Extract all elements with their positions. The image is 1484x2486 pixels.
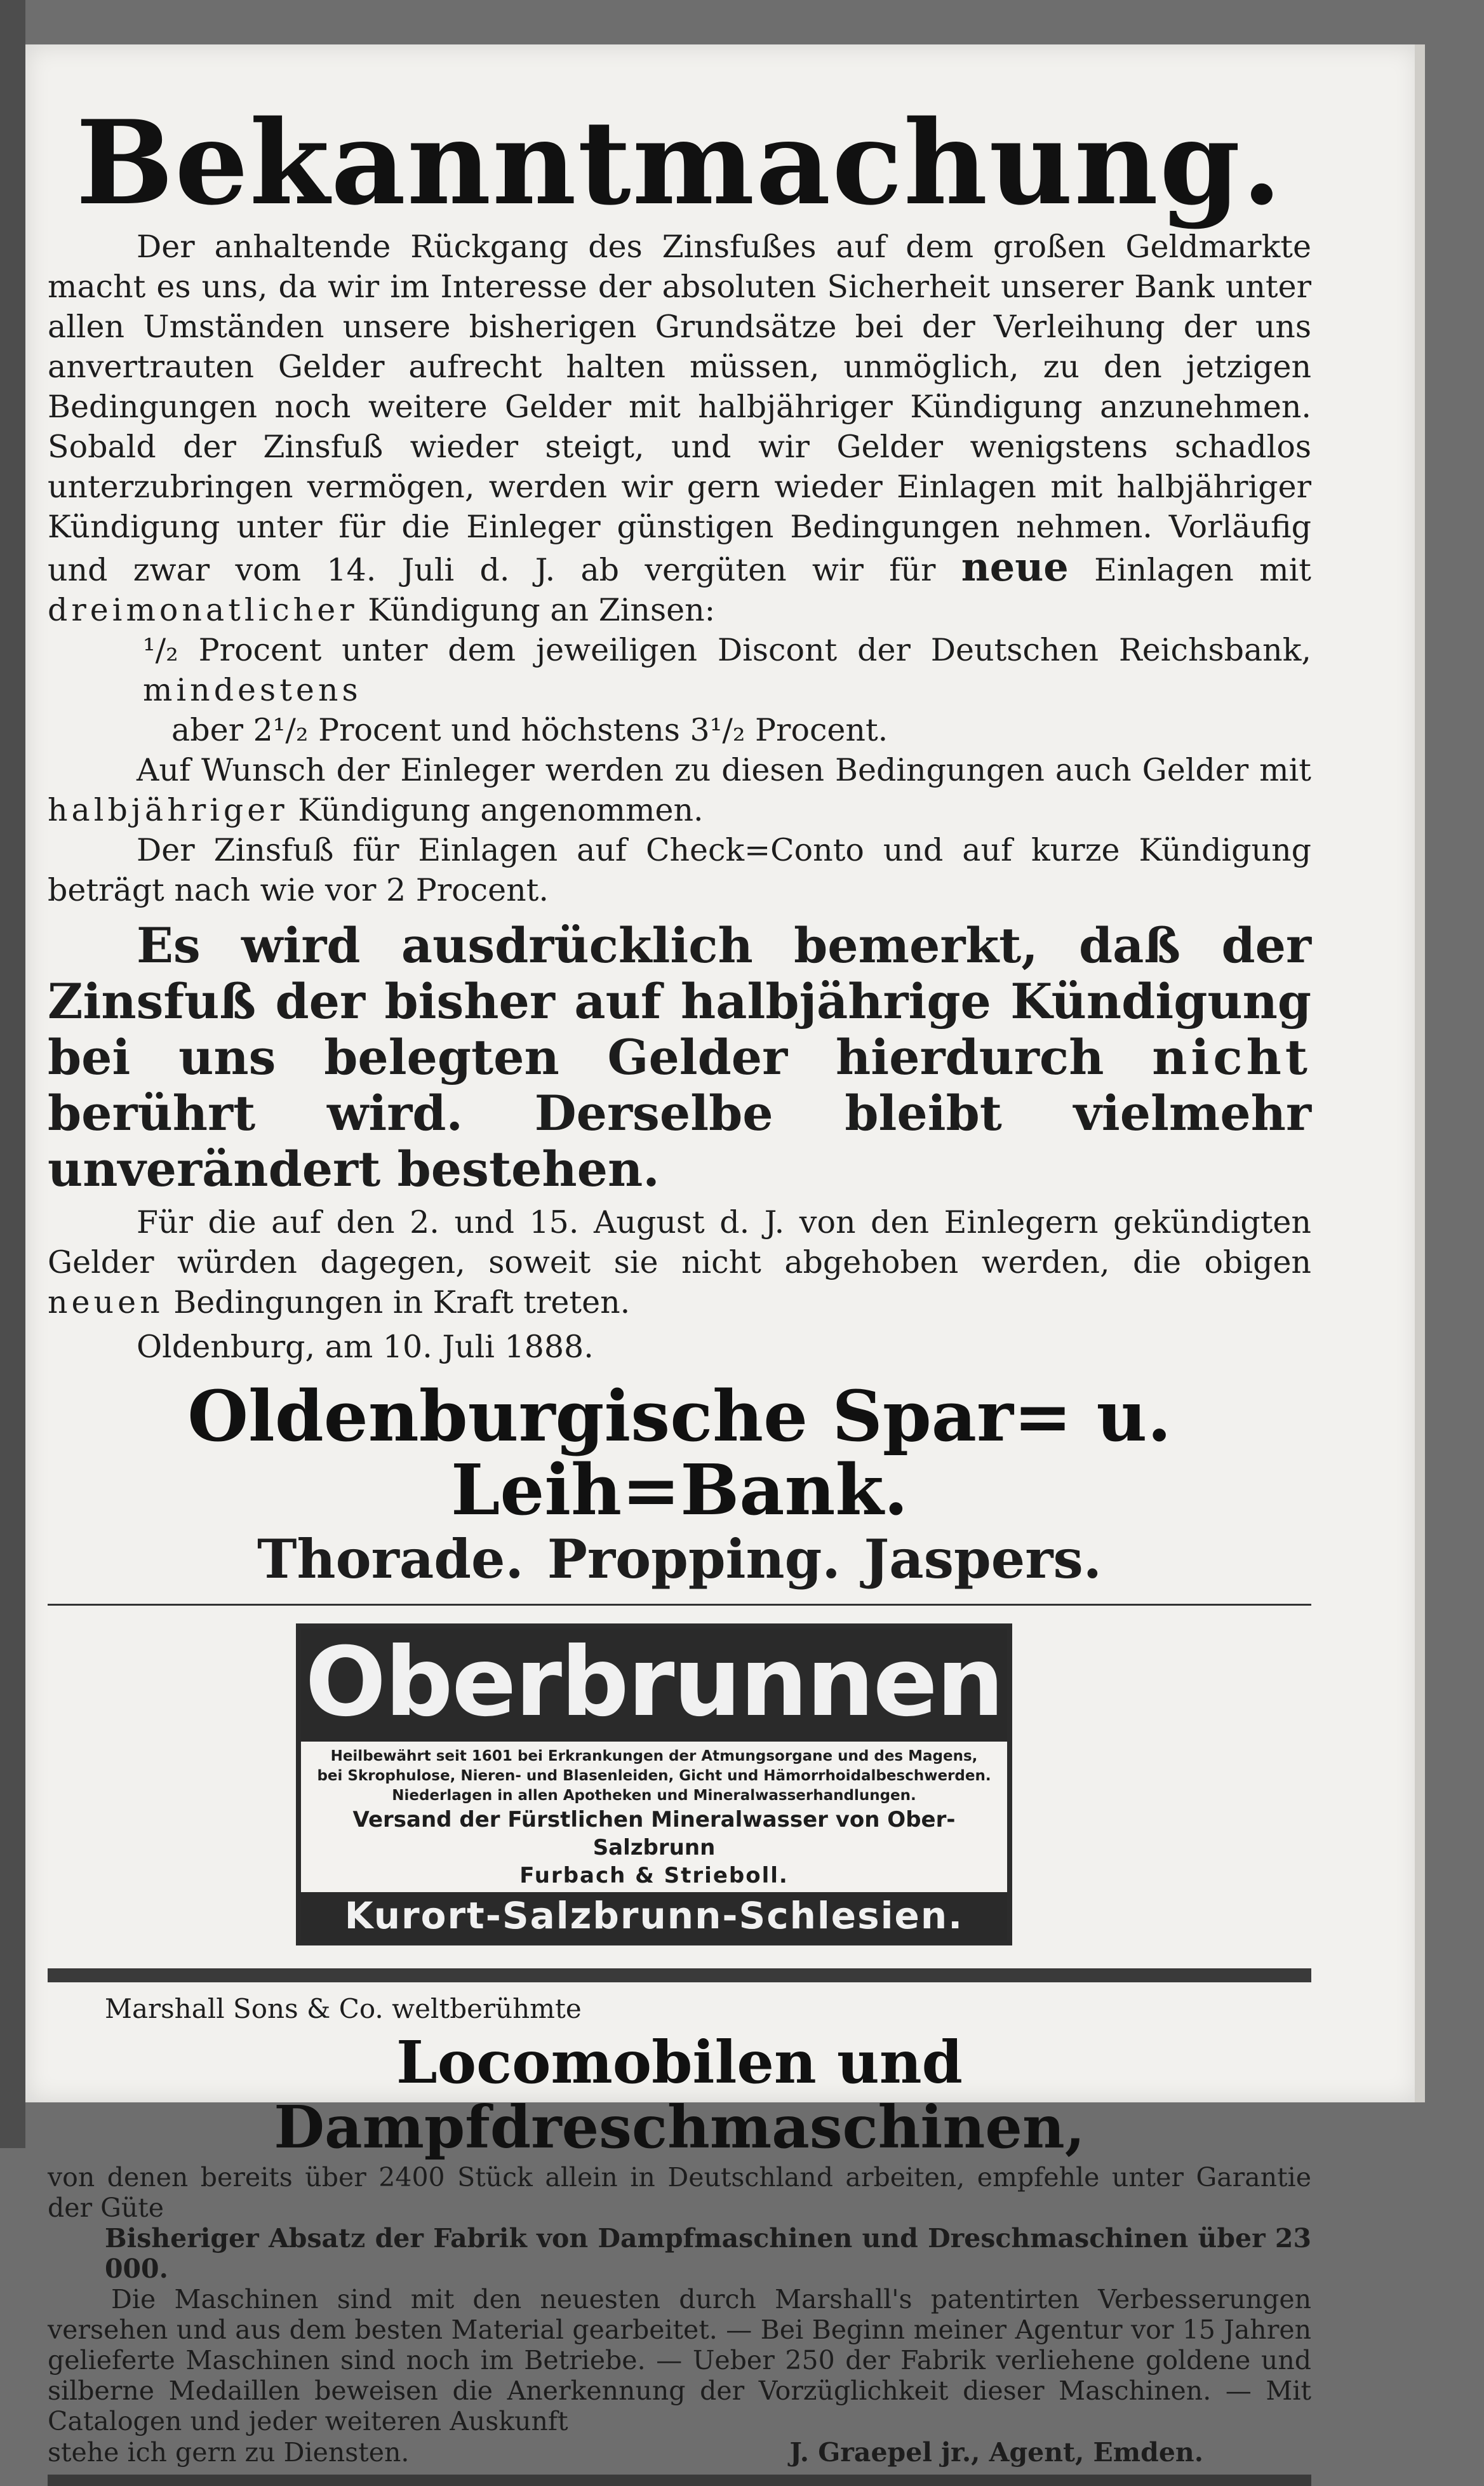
marshall-headline: Locomobilen und Dampfdreschmaschinen, bbox=[274, 2028, 1085, 2161]
signatories bbox=[48, 1530, 1311, 1589]
notice-emphasis-paragraph: Es wird ausdrücklich bemerkt, daß der Zinsfuß der bisher auf halbjährige Kündigung bei uns belegten Gelder hierdurch nicht berührt wird. Derselbe bleibt vielmehr unverändert bestehen. bbox=[48, 917, 1311, 1197]
oberbrunnen-body: Heilbewährt seit 1601 bei Erkrankungen der Atmungsorgane und des Magens, bei Skrophulose, Nieren- und Blasenleiden, Gicht und Hämorrhoidalbeschwerden. Niederlagen in allen Apotheken und Mineralwasserhandlungen. Versand der Fürstlichen Mineralwasser von Ober-Salzbrunn Furbach & Strieboll. bbox=[317, 1748, 991, 1889]
marshall-agent: J. Graepel jr., Agent, Emden. bbox=[789, 2436, 1203, 2468]
divider-rule bbox=[48, 1604, 1311, 1606]
marshall-closing: stehe ich gern zu Diensten. bbox=[48, 2436, 410, 2468]
bank-name: Oldenburgische Spar= u. Leih=Bank. bbox=[187, 1375, 1172, 1531]
notice-paragraph-2: Auf Wunsch der Einleger werden zu diesen Bedingungen auch Gelder mit halbjähriger Kündigung angenommen. bbox=[48, 752, 1311, 828]
thick-divider-top bbox=[48, 1968, 1311, 1982]
notice-paragraph-4: Für die auf den 2. und 15. August d. J. von den Einlegern gekündigten Gelder würden dagegen, soweit sie nicht abgehoben werden, die obigen neuen Bedingungen in Kraft treten. bbox=[48, 1204, 1311, 1320]
rate-line-2: aber 2¹/₂ Procent und höchstens 3¹/₂ Procent. bbox=[171, 712, 888, 748]
notice-title: Bekanntmachung. bbox=[76, 95, 1283, 231]
oberbrunnen-footer: Kurort-Salzbrunn-Schlesien. bbox=[301, 1892, 1007, 1940]
page-content bbox=[48, 44, 1311, 2486]
oberbrunnen-headline: Oberbrunnen bbox=[301, 1629, 1007, 1742]
marshall-signoff bbox=[48, 2436, 1311, 2468]
notice-paragraph-1: Der anhaltende Rückgang des Zinsfußes auf dem großen Geldmarkte macht es uns, da wir im Interesse der absoluten Sicherheit unserer Bank unter allen Umständen unsere bisherigen Grundsätze bei der Verleihung der uns anvertrauten Gelder aufrecht halten müssen, unmöglich, zu den jetzigen Bedingungen noch weitere Gelder mit halbjähriger Kündigung anzunehmen. Sobald der Zinsfuß wieder steigt, und wir Gelder wenigstens schadlos unterzubringen vermögen, werden wir gern wieder Einlagen mit halbjähriger Kündigung unter für die Einleger günstigen Bedingungen nehmen. Vorläufig und zwar vom 14. Juli d. J. ab vergüten wir für neue Einlagen mit dreimonatlicher Kündigung an Zinsen: bbox=[48, 229, 1311, 628]
scan-left-edge bbox=[0, 0, 25, 2148]
emphasis-neue: neue bbox=[961, 544, 1069, 590]
marshall-body-1: von denen bereits über 2400 Stück allein in Deutschland arbeiten, empfehle unter Garantie der Güte bbox=[48, 2161, 1311, 2223]
rate-line-1: ¹/₂ Procent unter dem jeweiligen Discont der Deutschen Reichsbank, mindestens bbox=[143, 632, 1311, 708]
oberbrunnen-advertisement bbox=[296, 1623, 1012, 1945]
signer-thorade: Thorade. bbox=[257, 1528, 524, 1590]
signer-propping: Propping. bbox=[547, 1528, 841, 1590]
page-edge bbox=[1415, 44, 1425, 2102]
marshall-body-2: Bisheriger Absatz der Fabrik von Dampfmaschinen und Dreschmaschinen über 23 000. bbox=[105, 2222, 1311, 2284]
marshall-intro: Marshall Sons & Co. weltberühmte bbox=[105, 1993, 582, 2025]
notice-paragraph-3: Der Zinsfuß für Einlagen auf Check=Conto und auf kurze Kündigung beträgt nach wie vor 2 Procent. bbox=[48, 832, 1311, 908]
newspaper-page bbox=[25, 44, 1419, 2468]
thick-divider-bottom bbox=[48, 2475, 1311, 2486]
marshall-body-3: Die Maschinen sind mit den neuesten durch Marshall's patentirten Verbesserungen versehen und aus dem besten Material gearbeitet. — Bei Beginn meiner Agentur vor 15 Jahren gelieferte Maschinen sind noch im Betriebe. — Ueber 250 der Fabrik verliehene goldene und silberne Medaillen beweisen die Anerkennung der Vorzüglichkeit dieser Maschinen. — Mit Catalogen und jeder weiteren Auskunft bbox=[48, 2283, 1311, 2436]
signer-jaspers: Jaspers. bbox=[864, 1528, 1102, 1590]
place-date: Oldenburg, am 10. Juli 1888. bbox=[137, 1329, 594, 1365]
